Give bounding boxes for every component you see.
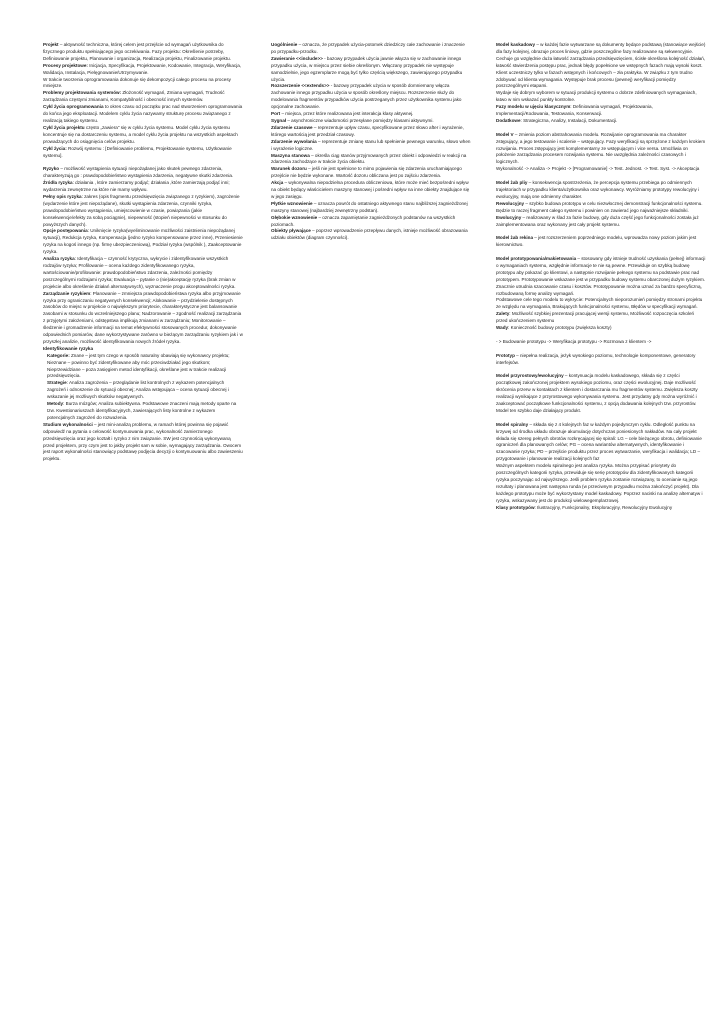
term: Cykl życia projektu bbox=[43, 124, 85, 130]
definition-text: : Planowanie – zmniejsza prawdopodobieństwa ryzyka albo przyjmowanie ryzyka przy ograniczaniu negatywnych konsekwencji; Alokowanie – przydzielenie dostępnych zasobów do miejsc w projekcie o największym priorytecie, charakterystyczne jest balansowanie zasobami w stosunku do wcześniejszego planu; Nadzorowanie – zgodność realizacji zarządzania z przyjętymi założeniami, odstępstwa implikują zmianami w zarządzaniu; Monitorowanie – śledzenie i gromadzenie informacji na temat efektywności stosowanych procedur, dokonywanie odpowiednich pomiarów, dane wykorzystywane zarówno w bieżącym zarządzaniu ryzykiem jak i w przyszłej analizie, możliwość identyfikowania nowych źródeł ryzyka. bbox=[43, 290, 243, 344]
definition-text: : Burza mózgów; Analiza subiektywna. Podstawowe znaczeni mają metody oparte na tzw. Kwestionariuszach identyfikacyjnych, zawierających listy kontrolne z wykazem potencjalnych zagrożeń do rozważenia. bbox=[47, 401, 237, 420]
term: Uogólnienie bbox=[271, 42, 298, 47]
term: Akcja bbox=[271, 180, 284, 186]
term: Dodatkowe bbox=[496, 117, 521, 123]
paragraph bbox=[496, 104, 706, 118]
definition-text: - bazowy przypadek użycia w sposób domniemany włącza zachowanie innego przypadku użycia w sposób określony miejscu. Rozszerzenie służy do modelowania fragmentów przypadków użycia postrzeganych przez użytkownika systemu jako opcjonalne zachowanie. bbox=[271, 83, 462, 110]
definition-text: : Definiowania wymagań, Projektowania, Implementacji/Kodowania, Testowania, Konserwacji. bbox=[496, 104, 653, 117]
term: Model przyrostowy/ewolucyjny bbox=[496, 373, 564, 379]
definition-text: – w każdej fazie wytwarzane są dokumenty będące podstawą (stanowiące wejście) dla fazy kolejnej, obrazuje proces liniowy, gdzie poszczególne fazy realizowane są sekwencyjnie. bbox=[496, 42, 706, 54]
column-3 bbox=[496, 42, 706, 512]
term: Projekt bbox=[43, 42, 59, 47]
paragraph bbox=[43, 104, 243, 125]
definition-text: W trakcie tworzenia oprogramowania dokonuje się dekompozycji całego procesu na procesy mniejsze. bbox=[43, 76, 231, 89]
term: Opcje postępowania bbox=[43, 228, 88, 234]
column-2 bbox=[271, 42, 471, 242]
term: Zdarzenie czasowe bbox=[271, 124, 313, 130]
term: Głębokie wznowienie bbox=[271, 214, 318, 220]
paragraph bbox=[43, 146, 243, 160]
paragraph bbox=[496, 215, 706, 229]
term: Pełny opis ryzyka bbox=[43, 193, 82, 199]
paragraph bbox=[43, 125, 243, 146]
definition-text: : zakres (opis fragmentu przedsięwzięcia związanego z ryzykiem), zagrożenie (wydarzenie które jest niepożądane), skutki wystąpienia zdarzenia, czynniki ryzyka, prawdopodobieństwo wystąpienia, umiejscowienie w czasie, powiązania (jakie konsekwencje/efekty za sobą pociągnie), niepewność (stopień niepewności w stosunku do powyższych danych). bbox=[43, 193, 240, 227]
paragraph bbox=[496, 353, 706, 367]
definition-text: – reprezentuje zmianę stanu lub spełnienie pewnego warunku, słowo when i wyrażenie logiczne. bbox=[271, 138, 471, 151]
paragraph bbox=[43, 63, 243, 77]
column-1 bbox=[43, 42, 243, 463]
paragraph bbox=[271, 153, 471, 167]
term: Rozszerzenie <<extends>> bbox=[271, 83, 330, 89]
term: Rewolucyjny bbox=[496, 200, 525, 206]
term: Ryzyko bbox=[43, 166, 60, 172]
term: Problemy projektowania systemów: bbox=[43, 90, 122, 96]
paragraph bbox=[496, 297, 706, 311]
paragraph bbox=[43, 346, 243, 353]
definition-text: Wydaje się dobrym wyborem w sytuacji produkcji systemu o dobrze zdefiniowanych wymaganiach, łatwo w nim wskazać punkty kontrolne. bbox=[496, 90, 697, 103]
definition-text: : Identyfikacja – czynność krytyczna, wykrycie i zidentyfikowanie wszystkich rodzajów ryzyka; Profilowanie – ocena każdego zidentyfikowanego ryzyka, wartościowanie/profilowanie: prawdopodobieństwo zdarzenia, zależności pomiędzy poszczególnymi rodzajami ryzyka; Ewaluacja – pytanie o (nie)akceptację ryzyka (brak zmian w projekcie albo określenie działań alternatywnych), wyznaczenie progu akceptowalności ryzyka. bbox=[43, 256, 236, 289]
paragraph bbox=[43, 228, 243, 256]
definition-text: to okres czasu od początku prac nad stworzeniem oprogramowania do końca jego eksploatacji. Modelem cyklu życia nazywamy strukturę procesu związanego z realizacją takiego systemu. bbox=[43, 104, 243, 123]
definition-text: – możliwość wystąpienia sytuacji niepożądanej jako skutek pewnego zdarzenia, charakteryzują go : prawdopodobieństwo wystąpienia zdarzenia, negatywne skutki zdarzenia. bbox=[43, 166, 234, 179]
term: Fazy modelu w ujęciu klasycznym bbox=[496, 104, 571, 110]
paragraph bbox=[43, 353, 243, 381]
definition-text: – konsekwencja spostrzeżenia, że percepcja systemu przebiega po odmiennych trajektoriach w przypadku klienta/użytkownika oraz wykonawcy. Wyróżniamy prototypy rewolucyjny i ewolucyjny, mają one odmienny charakter. bbox=[496, 180, 700, 199]
paragraph bbox=[496, 311, 706, 325]
paragraph bbox=[271, 201, 471, 215]
definition-text: Inicjacja, Specyfikacja, Projektowanie, Kodowanie, Integracja, Weryfikacja, Walidacja, Instalacja, Pielęgnowanie/Utrzymywanie. bbox=[43, 62, 242, 75]
paragraph bbox=[43, 380, 243, 401]
definition-text: – jest mini-analizą problemu, w ramach której powinna się pojawić odpowiedź na pytania o celowość kontynuowania prac, wykonalność zamierzonego przedsięwzięcia oraz jego koztałt i ryzyko z nim związanie. SW jest czynnością wykonywaną przed projektem, przy czym jest to jakby projekt sam w sobie, wymagający zarządzania. Owocem jest raport wykonalności stanowiący podstawę podjęcia decyzji o kontynuowaniu albo zawieszeniu projektu. bbox=[43, 421, 243, 462]
definition-text: : działania , które zamierzamy podjąć; działania ,które zamierzają podjąć inni; wydarzenia zewnętrzne na które nie mamy wpływu. bbox=[43, 180, 230, 193]
definition-text: : Strategiczna, Analizy, Instalacji, Dokumentacji. bbox=[520, 117, 618, 123]
definition-text: – oznacza powrót do ostatniego aktywnego stanu najbliższej zagnieżdżonej maszyny stanowej (najbardziej zewnętrzny podstan). bbox=[271, 200, 468, 213]
paragraph bbox=[496, 463, 706, 504]
definition-text: – jeśli nie jest spełnione to mimo pojawienia się zdarzenia uruchamiającego przejście nie będzie wykonane. Wartość dozoru obliczana jest po zajściu zdarzenia. bbox=[271, 166, 462, 179]
paragraph bbox=[43, 256, 243, 291]
term: Model V bbox=[496, 131, 514, 137]
paragraph bbox=[43, 422, 243, 463]
term: Model kaskadowy bbox=[496, 42, 536, 47]
paragraph bbox=[496, 201, 706, 215]
definition-text: – składa się z 4 kolejnych faz w każdym pojedynczym cyklu. Odległość punktu na krzywej od środka układu obrazuje akumulację dotychczas poniesionych nakładów. Na cały projekt składa się szereg pełnych obrotów rozkręcającej się spirali: LG – cele bieżącego obrotu, definiowanie ograniczeń dla planowanych celów; PG – ocena wariantów alternatywnych, identyfikowanie i szacowanie ryzyka; PD – przejście produktu przez proces wytwarzanie, weryfikacja i walidacja; LD – przygotowanie i planowanie realizacji kolejnych faz bbox=[496, 421, 702, 462]
term: Model żab pliy bbox=[496, 180, 528, 186]
term: Strategie bbox=[47, 380, 67, 386]
definition-text: Podstawowe cele tego modelu to wykrycie: Potencjalnych nieporozumień pomiędzy stronami projektu ze względu na wymagania, Brakujących funkcjonalności systemu, Błędów w specyfikacji wymagań. bbox=[496, 297, 703, 310]
definition-text: Klient uczestniczy tylko w fazach wstępnych i końcowych – zła praktyka. W związku z tym trudno zdobywać od klienta wymagania. Występuje brak procesu (pewnej) weryfikacji pomiędzy poszczególnymi etapami. bbox=[496, 69, 693, 89]
definition-text: często „zawiera" się w cyklu życia systemu. Model cyklu życia systemu koncentruje się na dostarczeniu systemu, a model cyklu życia projektu na wszystkich aspektach prowadzących do osiągnięcia celów projektu. bbox=[43, 124, 238, 144]
term: Kategorie: bbox=[47, 352, 70, 358]
paragraph bbox=[271, 118, 471, 125]
definition-text: – aktywność techniczna, której celem jest przejście od wymagań użytkownika do fizycznego produktu spełniającego jego oczekiwania. Fazy projektu: Określenie potrzeby, Definiowanie projektu, Planowanie i organizacja, Realizacja projektu, Finalizowanie projektu. bbox=[43, 42, 231, 61]
term: Cykl życia oprogramowania bbox=[43, 104, 104, 110]
definition-text: Ważnym aspektem modelu spiralnego jest analiza ryzyka. Można przypisać priorytety do poszczególnych kategorii ryzyka, przewiduje się serię prototypów dla zidentyfikowanych kategorii ryzyka poczynając od najwyższego. Jeśli problem ryzyka zostanie rozwiązany, to ocenianie są jego rezultaty i planowana jest następna runda (w przeciwnym przypadku można zakończyć projekt). Dla każdego prototypu może być wykorzystany model kaskadowy. Poprzez naciski na analizę alternatyw i ryzyka, wskazywany jest do produkcji wielowegemplarzowej. bbox=[496, 463, 703, 503]
term: Prototyp bbox=[496, 352, 515, 358]
paragraph bbox=[496, 235, 706, 249]
paragraph bbox=[496, 132, 706, 167]
paragraph bbox=[496, 505, 706, 512]
definition-text: – oznacza zapamiętanie zagnieżdżonych podstanów na wszystkich poziomach. bbox=[271, 214, 456, 227]
paragraph bbox=[43, 180, 243, 194]
definition-text: : Konieczność budowy prototypu (zwiększa koszty) bbox=[508, 325, 612, 331]
definition-text: – wykonywalna niepodzielna procedura obliczeniowa, które może mieć bezpośredni wpływ na obiekt będący właścicielem maszyny stanowej i pośredni wpływ na inne obiekty znajdujące się w jego zasięgu. bbox=[271, 180, 470, 199]
paragraph bbox=[496, 90, 706, 104]
paragraph-gap bbox=[496, 367, 706, 374]
definition-text: Wykonalność -> Analiza -> Projekt -> [Programowanie] -> Test. Jednost. -> Test. Syst. -> Akceptacja bbox=[496, 166, 700, 172]
definition-text: – jest rozszerzeniem poprzedniego modelu, wprowadza nowy poziom jakim jest kierownictwo. bbox=[496, 235, 697, 248]
definition-text: - > Budowanie prototypu -> Weryfikacja prototypu -> Rozmowa z klientem -> bbox=[496, 338, 652, 344]
definition-text: – reprezentuje upływ czasu, specyfikowane przez słowo after i wyrażenie, którego wartością jest przedział czasowy. bbox=[271, 124, 464, 137]
term: Zalety bbox=[496, 311, 510, 317]
term: Cykl życia: bbox=[43, 145, 67, 151]
definition-text: – realizowany w ślad za fazie budowy, gdy duża część jego funkcjonalności została już zaimplementowana oraz wykonany jest cały projekt systemu. bbox=[496, 214, 699, 227]
term: Procesy projektowe: bbox=[43, 62, 88, 68]
definition-text: : Możliwość szybkiej prezentacji pracującej wersji systemu, Możliwość rozpoczęcia szkoleń przed ukończeniem systemu bbox=[496, 311, 695, 324]
term: Zdarzenie wywołania bbox=[271, 138, 317, 144]
paragraph bbox=[496, 42, 706, 56]
definition-text: – kontynuacja modelu kaskadowego, składa się z części początkowej zakończonej projektem wysokiego poziomu, oraz części ewolucyjnej. Daje możliwość skrócenia przerw w kontaktach z klientem i dostarczania mu fragmentów systemu. Zwiększa koszty realizacji wynikające z przyrostowego wykonywania systemu. Jest przydatny gdy można wyróżnić i zaakceptować początkowe funkcjonalności systemu, z opcją dodawania kolejnych tzw. przyrostów. Model ten szybko daje działający produkt. bbox=[496, 373, 698, 413]
paragraph bbox=[496, 422, 706, 463]
paragraph bbox=[43, 77, 243, 91]
term: Identyfikowanie ryzyka bbox=[43, 345, 94, 351]
paragraph-gap bbox=[496, 173, 706, 180]
definition-text: : Analiza zagrożenia – przeglądanie list kontrolnych z wykazem potencjalnych zagrożeń i odnoszenie do sytuacji obecnej; Analiza wstępująca – ocena sytuacji obecnej i wskazanie jej możliwych skutków negatywnych. bbox=[47, 380, 229, 400]
paragraph-gap bbox=[496, 346, 706, 353]
paragraph bbox=[43, 90, 243, 104]
definition-text: – niepełna realizacja, jeżyk wysokiego poziomu, technologie komponentowe, generatory interfejsów. bbox=[496, 352, 696, 365]
paragraph-gap bbox=[496, 249, 706, 256]
paragraph bbox=[496, 56, 706, 70]
term: Klasy prototypów bbox=[496, 504, 535, 510]
term: Model żab rekina bbox=[496, 235, 534, 241]
paragraph bbox=[271, 125, 471, 139]
paragraph bbox=[271, 166, 471, 180]
definition-text: – miejsca, przez które realizowana jest interakcja klasy aktywnej. bbox=[280, 111, 414, 117]
definition-text: – asynchroniczne wiadomości przesyłane pomiędzy klasami aktywnymi. bbox=[286, 117, 434, 123]
definition-text: – szybko budowa prototypu w celu niezwłocznej demonstracji funkcjonalności systemu. Będzie to raczej fragment całego systemu i powinien on zawierać jego najważniejsze składniki. bbox=[496, 200, 703, 213]
paragraph bbox=[496, 373, 706, 414]
definition-text: – poprzez wprowadzenie przepływu danych, istnieje możliwość obrazowania udziału obiektów (diagram czynności). bbox=[271, 228, 468, 241]
paragraph bbox=[271, 56, 471, 84]
paragraph bbox=[43, 166, 243, 180]
definition-text: – określa ciąg stanów przyjmowanych przez obiekt i odpowiedzi w reakcji na zdarzenia zachodzące w trakcie życia obiektu. bbox=[271, 152, 467, 165]
definition-text: Cechuje go względnie duża łatwość zarządzania przedsięwzięciem, ścisłe określona kolejność działań, łatwość stwierdzenia postępu prac, jednak błędy popełnione we wstępnych fazach mają wysoki koszt. bbox=[496, 55, 706, 68]
paragraph bbox=[271, 180, 471, 201]
definition-text: Znane – jest tym czego w sposób naturalny obawiają się wykonawcy projektu; Nieznane – powinno być zidentyfikowane aby móc przeciwdziałać jego skutkom; Nieprzewidziane – poza zasięgiem metod identyfikacji, określane jest w trakcie realizacji przedsięwzięcia. bbox=[47, 352, 230, 379]
term: Metody bbox=[47, 401, 64, 407]
paragraph bbox=[496, 166, 706, 173]
paragraph-gap bbox=[496, 415, 706, 422]
paragraph bbox=[271, 42, 471, 56]
term: Model prototypowania/makietowania bbox=[496, 256, 577, 262]
definition-text: – zmienia poziom abstrahowania modelu. Rozwijanie oprogramowania ma charakter zstępujący, a jego testowanie i scalenie – wstępujący. Fazy weryfikacji są sprzężone z każdym krokiem rozwijania. Proces zstępujący jest komplementarny ze wstępującym i vice versa. Umożliwia on położenie zarządzania procesem rozwijania systemu. Nie uwzględnia zależności czasowych i logicznych. bbox=[496, 131, 706, 165]
paragraph bbox=[496, 70, 706, 91]
paragraph-gap bbox=[496, 228, 706, 235]
paragraph-gap bbox=[496, 125, 706, 132]
paragraph bbox=[43, 42, 243, 63]
term: Zarządzanie ryzykiem bbox=[43, 290, 91, 296]
term: Sygnał bbox=[271, 117, 287, 123]
term: Warunek dozoru bbox=[271, 166, 307, 172]
paragraph bbox=[43, 291, 243, 346]
definition-text: Rozwój systemu : [Definiowanie problemu, Projektowanie systemu, Użytkowanie systemu]. bbox=[43, 145, 232, 158]
term: Źródła ryzyka bbox=[43, 180, 73, 186]
paragraph bbox=[271, 228, 471, 242]
term: Obiekty pływające bbox=[271, 228, 311, 234]
paragraph-gap bbox=[43, 159, 243, 166]
paragraph-gap bbox=[496, 332, 706, 339]
paragraph bbox=[496, 256, 706, 297]
term: Analiza ryzyka bbox=[43, 256, 75, 262]
term: Wady bbox=[496, 325, 509, 331]
term: Maszyna stanowa bbox=[271, 152, 310, 158]
paragraph bbox=[496, 325, 706, 332]
term: Port bbox=[271, 111, 281, 117]
definition-text: – oznacza, że przypadek użycia-potomek dziedziczy całe zachowanie i znaczenie po przypadku-przodku. bbox=[271, 42, 465, 54]
term: Model spiralny bbox=[496, 421, 529, 427]
paragraph bbox=[43, 194, 243, 229]
definition-text: : Uniknięcie ryzyka(wyeliminowanie możliwości zaistnienia niepożądanej sytuacji), Redukcja ryzyka, Kompensacja (jedno ryzyko kompensowane przez inne), Przeniesienie ryzyka na kogoś innego (np. firmę ubezpieczeniową), Podział ryzyka (wspólnik ), Zaakceptowanie ryzyka. bbox=[43, 228, 243, 255]
definition-text: – stosowany gdy istnieje trudność uzyskania (pełnej) informacji o wymaganiach systemu, wzgłędnie informacje te nie są pewne. Przewiduje on szybką budowę prototypu aby pokazać go klientowi, a następnie rozwijanie pełnego systemu na podstawie prac nad prototypem. Prototypowanie wskazane jest w przypadku budowy systemu obarczonej dużym ryzykiem. Znacznie utrudnia szacowanie czasu i kosztów. Prototypowanie można uznać za bardzo specyficzną, rozbudowaną formę analizy wymagań. bbox=[496, 256, 706, 296]
term: Studium wykonalności bbox=[43, 421, 93, 427]
paragraph bbox=[496, 118, 706, 125]
paragraph bbox=[271, 215, 471, 229]
paragraph bbox=[271, 83, 471, 111]
paragraph bbox=[496, 180, 706, 201]
term: Płytkie wznowienie bbox=[271, 200, 313, 206]
definition-text: : Ilustracyjny, Funkcjonalny, Eksploracyjny, Rewolucyjny Ewolucyjny bbox=[534, 504, 673, 510]
definition-text: - bazowy przypadek użycia jawnie włącza się w zachowanie innego przypadku użycia, w miejscu przez siebie określonym. Włączany przypadek nie występuje samodzielnie, jego egzemplarze mogą być tylko częścią większego, zawierającego przypadku użycia. bbox=[271, 55, 463, 82]
term: Zawieranie <<include>> bbox=[271, 55, 323, 61]
definition-text: Złożoność wymagań, Zmiana wymagań, Trudność zarządzania częstymi zmianami, Kompatybilność i obecność innych systemów. bbox=[43, 90, 225, 103]
paragraph bbox=[271, 111, 471, 118]
term: Ewolucyjny bbox=[496, 214, 522, 220]
paragraph bbox=[271, 139, 471, 153]
paragraph bbox=[43, 401, 243, 422]
paragraph bbox=[496, 339, 706, 346]
